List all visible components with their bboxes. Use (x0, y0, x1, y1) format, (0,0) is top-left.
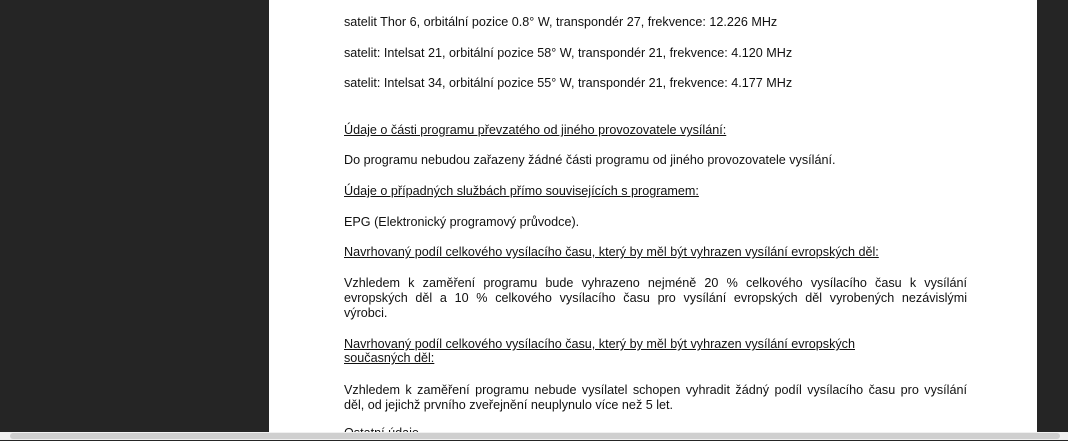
european-works-line-1: Vzhledem k zaměření programu bude vyhrazeno nejméně 20 % celkového vysílacího času k vysílání (344, 276, 967, 290)
takeover-heading: Údaje o části programu převzatého od jiného provozovatele vysílání: (344, 123, 727, 137)
european-works-paragraph (344, 276, 967, 321)
scrollbar-thumb[interactable] (10, 433, 1060, 439)
satellite-line-2: satelit: Intelsat 21, orbitální pozice 58° W, transpondér 21, frekvence: 4.120 MHz (344, 46, 793, 60)
services-heading: Údaje o případných službách přímo souvisejících s programem: (344, 184, 699, 198)
takeover-text: Do programu nebudou zařazeny žádné části programu od jiného provozovatele vysílání. (344, 153, 836, 167)
satellite-line-3: satelit: Intelsat 34, orbitální pozice 55° W, transpondér 21, frekvence: 4.177 MHz (344, 76, 793, 90)
recent-works-line-2: děl, od jejichž prvního zveřejnění neuplynulo více než 5 let. (344, 398, 674, 412)
recent-works-heading-line-1: Navrhovaný podíl celkového vysílacího času, který by měl být vyhrazen vysílání evropských (344, 337, 855, 351)
european-works-line-3: výrobci. (344, 306, 388, 320)
services-text: EPG (Elektronický programový průvodce). (344, 215, 580, 229)
recent-works-paragraph (344, 383, 967, 413)
recent-works-heading-line-2: současných děl: (344, 351, 435, 365)
document-page (269, 0, 1037, 432)
european-works-heading: Navrhovaný podíl celkového vysílacího času, který by měl být vyhrazen vysílání evropských děl: (344, 245, 879, 259)
recent-works-line-1: Vzhledem k zaměření programu nebude vysílatel schopen vyhradit žádný podíl vysílacího času pro vysílání (344, 383, 967, 397)
horizontal-scrollbar[interactable] (0, 432, 1068, 440)
european-works-line-2: evropských děl a 10 % celkového vysílacího času pro vysílání evropských děl vyrobených nezávislými (344, 291, 967, 305)
satellite-line-1: satelit Thor 6, orbitální pozice 0.8° W, transpondér 27, frekvence: 12.226 MHz (344, 15, 778, 29)
